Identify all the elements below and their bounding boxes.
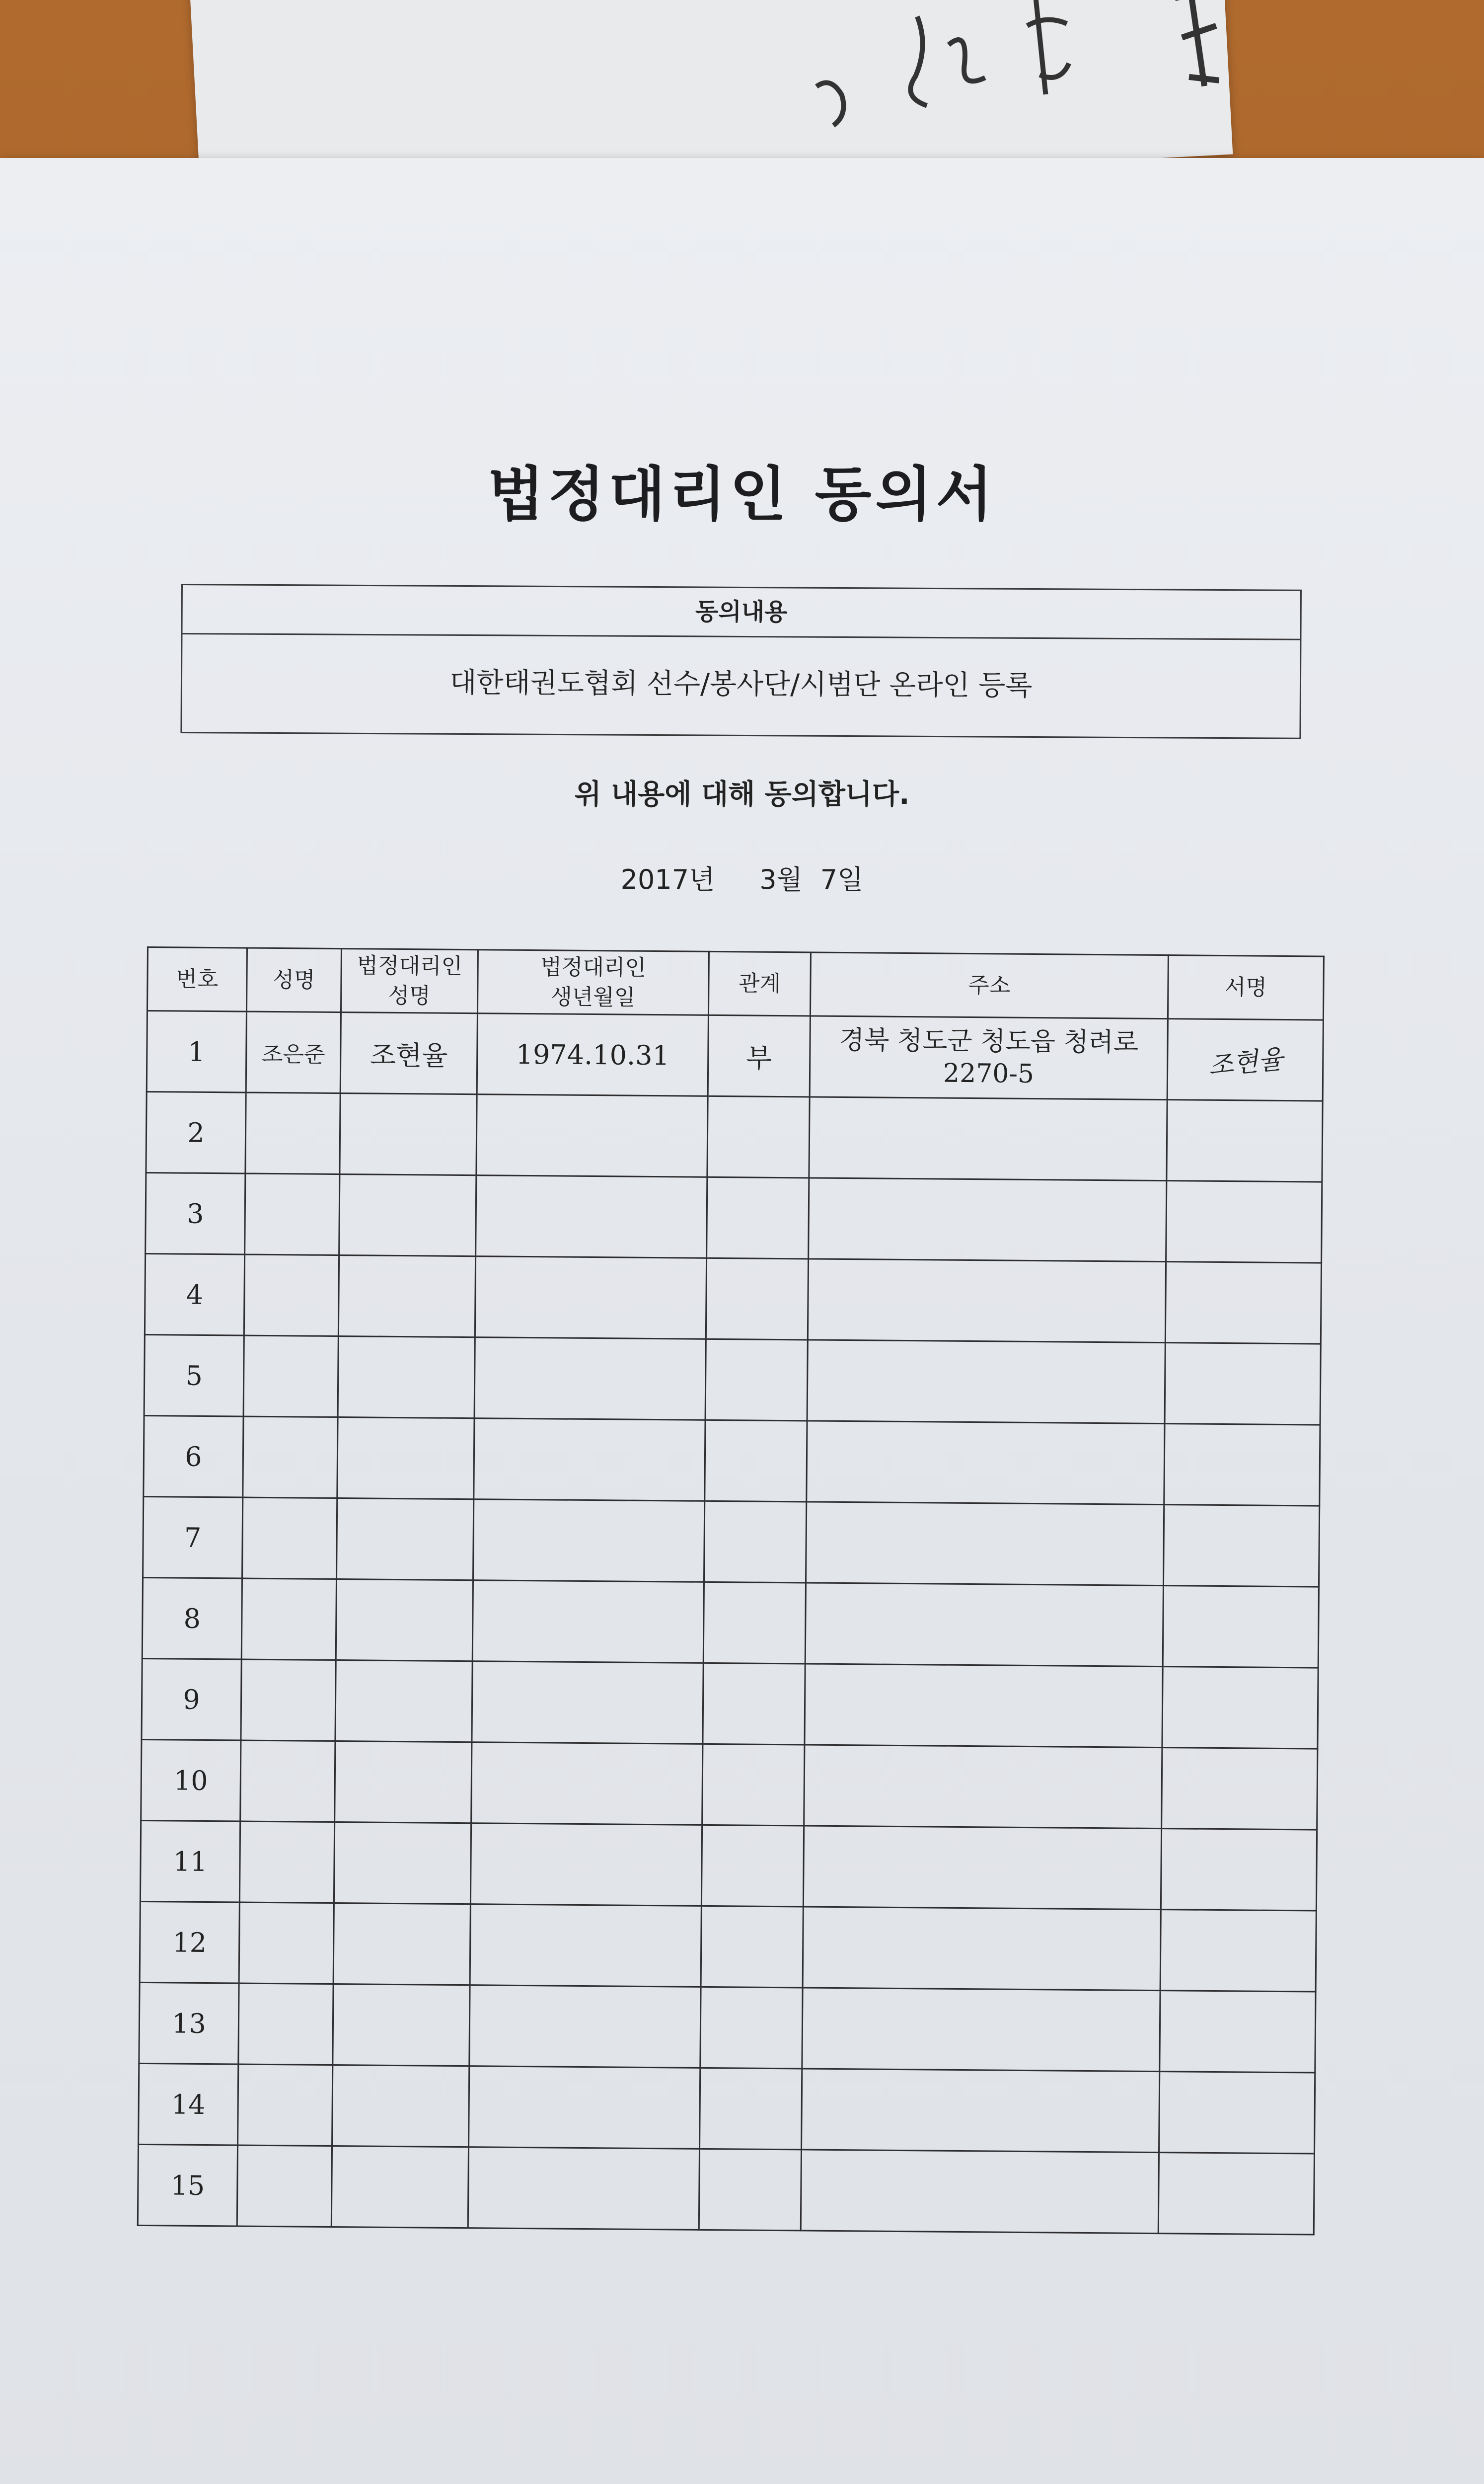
address-cell: [809, 1097, 1167, 1181]
table-row: [140, 1901, 1316, 1992]
signature-cell: [1167, 1100, 1323, 1182]
guardian-name-cell: [338, 1336, 475, 1418]
row-number-cell: 6: [144, 1415, 243, 1497]
signature-cell: [1166, 1181, 1322, 1263]
guardian-birthdate-cell: [470, 1904, 701, 1987]
guardian-birthdate-cell: [474, 1418, 705, 1501]
header-guardian-name: 법정대리인 성명: [341, 949, 478, 1013]
row-number-cell: 1: [147, 1011, 246, 1093]
guardian-name-cell: [337, 1498, 474, 1580]
date-day: 7일: [820, 864, 864, 895]
student-name-cell: [238, 2064, 333, 2146]
consent-text: 대한태권도협회 선수/봉사단/시범단 온라인 등록: [449, 666, 1033, 702]
header-guardian-birth: 법정대리인 생년월일: [477, 950, 709, 1015]
guardian-name-cell: [340, 1093, 477, 1175]
guardian-name-cell: [335, 1741, 472, 1823]
address-cell: [802, 1988, 1160, 2072]
consent-content-box: [180, 584, 1302, 739]
relation-cell: [703, 1663, 805, 1745]
relation-cell: [700, 1987, 803, 2069]
student-name-cell: [238, 1983, 333, 2065]
guardian-name-cell: [331, 2146, 468, 2228]
relation-cell: [705, 1420, 807, 1502]
signature-cell: [1165, 1262, 1321, 1344]
signature-cell: [1165, 1343, 1321, 1425]
student-name-cell: [245, 1173, 340, 1255]
consent-date: [0, 858, 1484, 897]
guardian-birthdate-cell: [469, 1985, 701, 2068]
address-cell: [806, 1502, 1164, 1586]
row-number-cell: 13: [139, 1982, 239, 2064]
table-row: [139, 1982, 1316, 2073]
relation-cell: [699, 2149, 801, 2231]
table-row: [141, 1739, 1318, 1830]
signature-cell: [1158, 2153, 1314, 2235]
date-month: 3월: [759, 864, 803, 895]
guardian-birthdate-cell: [472, 1661, 703, 1744]
guardian-birthdate-cell: [473, 1499, 705, 1582]
guardian-birthdate-cell: [471, 1742, 703, 1825]
agreement-statement: 위 내용에 대해 동의합니다.: [574, 778, 910, 811]
guardian-birthdate-cell: [470, 1823, 702, 1906]
address-cell: [804, 1745, 1162, 1829]
student-name-cell: 조은준: [246, 1011, 341, 1093]
row-number-cell: 4: [145, 1253, 244, 1335]
consent-header: 동의내용: [182, 585, 1300, 640]
signature-cell: [1161, 1829, 1317, 1911]
row-number-cell: 5: [144, 1334, 244, 1416]
address-cell: [807, 1421, 1165, 1505]
student-name-cell: [239, 1821, 334, 1903]
guardian-registration-table-wrapper: [137, 946, 1323, 2236]
table-body: [138, 1011, 1323, 2235]
header-no: 번호: [147, 947, 247, 1012]
guardian-birthdate-cell: [468, 2147, 699, 2230]
guardian-birthdate-cell: [476, 1175, 707, 1258]
signature-cell: [1162, 1667, 1318, 1749]
row-number-cell: 11: [140, 1820, 240, 1902]
address-cell: [808, 1259, 1166, 1343]
row-number-cell: 2: [146, 1092, 246, 1174]
guardian-birthdate-cell: [476, 1094, 708, 1177]
page-title: 법정대리인 동의서: [487, 460, 997, 529]
address-cell: [803, 1907, 1161, 1991]
header-signature: 서명: [1168, 955, 1324, 1020]
guardian-name-cell: [334, 1822, 471, 1904]
guardian-birthdate-cell: [475, 1256, 706, 1339]
address-cell: [805, 1583, 1163, 1667]
relation-cell: [701, 1906, 803, 1988]
address-cell: [809, 1178, 1167, 1262]
row-number-cell: 7: [143, 1496, 243, 1578]
date-year: 2017년: [620, 864, 715, 895]
guardian-name-cell: [335, 1660, 472, 1742]
guardian-birthdate-cell: [474, 1337, 706, 1420]
row-number-cell: 15: [138, 2144, 237, 2226]
student-name-cell: [242, 1497, 337, 1579]
address-cell: [801, 2150, 1159, 2234]
student-name-cell: [237, 2145, 332, 2227]
address-cell: [802, 2069, 1160, 2153]
signature-cell: [1164, 1424, 1320, 1506]
guardian-name-cell: [336, 1579, 473, 1661]
table-row: [144, 1415, 1320, 1506]
signature-cell: [1162, 1748, 1318, 1830]
row-number-cell: 10: [141, 1739, 241, 1821]
signature-cell: [1160, 1910, 1316, 1992]
table-row: [138, 2144, 1314, 2235]
guardian-birthdate-cell: 1974.10.31: [477, 1013, 708, 1096]
table-row: [144, 1334, 1321, 1425]
relation-cell: [701, 1825, 804, 1907]
signature-cell: [1163, 1505, 1319, 1587]
guardian-name-cell: [338, 1255, 475, 1337]
address-cell: 경북 청도군 청도읍 청려로 2270-5: [810, 1016, 1168, 1100]
address-cell: [807, 1340, 1165, 1424]
relation-cell: [703, 1582, 806, 1664]
signature-cell: [1163, 1586, 1319, 1668]
guardian-name-cell: [339, 1174, 476, 1256]
header-address: 주소: [810, 952, 1168, 1019]
relation-cell: 부: [708, 1015, 810, 1097]
signature-cell: [1167, 1019, 1323, 1101]
student-name-cell: [245, 1092, 340, 1174]
table-row: [143, 1496, 1320, 1587]
table-row: [146, 1172, 1322, 1263]
table-row: [140, 1820, 1317, 1911]
signature-text: 조현율: [1206, 1044, 1284, 1081]
row-number-cell: 8: [142, 1577, 242, 1659]
relation-cell: [707, 1096, 810, 1178]
student-name-cell: [244, 1254, 339, 1336]
table-row: [142, 1577, 1319, 1668]
student-name-cell: [241, 1659, 336, 1741]
table-row: [146, 1092, 1323, 1182]
guardian-registration-table: [137, 946, 1325, 2236]
guardian-name-cell: 조현율: [340, 1012, 477, 1094]
relation-cell: [706, 1258, 808, 1340]
guardian-name-cell: [332, 2065, 469, 2147]
student-name-cell: [239, 1902, 334, 1984]
guardian-birthdate-cell: [469, 2066, 700, 2149]
header-relation: 관계: [708, 951, 811, 1016]
guardian-name-cell: [337, 1417, 474, 1499]
table-row: [139, 2063, 1315, 2154]
header-name: 성명: [246, 948, 341, 1012]
student-name-cell: [241, 1578, 336, 1660]
row-number-cell: 9: [142, 1658, 241, 1740]
table-row: [142, 1658, 1318, 1749]
guardian-name-cell: [333, 1984, 470, 2066]
relation-cell: [705, 1339, 808, 1421]
table-row: [147, 1011, 1323, 1101]
relation-cell: [704, 1501, 806, 1583]
relation-cell: [707, 1177, 809, 1259]
guardian-birthdate-cell: [472, 1580, 704, 1663]
address-cell: [803, 1826, 1161, 1910]
guardian-name-cell: [333, 1903, 470, 1985]
student-name-cell: [240, 1740, 335, 1822]
address-cell: [805, 1664, 1163, 1748]
table-header-row: [147, 947, 1324, 1020]
row-number-cell: 12: [140, 1901, 239, 1983]
row-number-cell: 3: [146, 1172, 245, 1254]
student-name-cell: [243, 1335, 338, 1417]
table-row: [145, 1253, 1321, 1344]
row-number-cell: 14: [139, 2063, 238, 2145]
relation-cell: [702, 1744, 805, 1826]
relation-cell: [700, 2068, 802, 2150]
signature-cell: [1159, 2072, 1315, 2154]
signature-cell: [1160, 1991, 1316, 2073]
student-name-cell: [243, 1416, 338, 1498]
